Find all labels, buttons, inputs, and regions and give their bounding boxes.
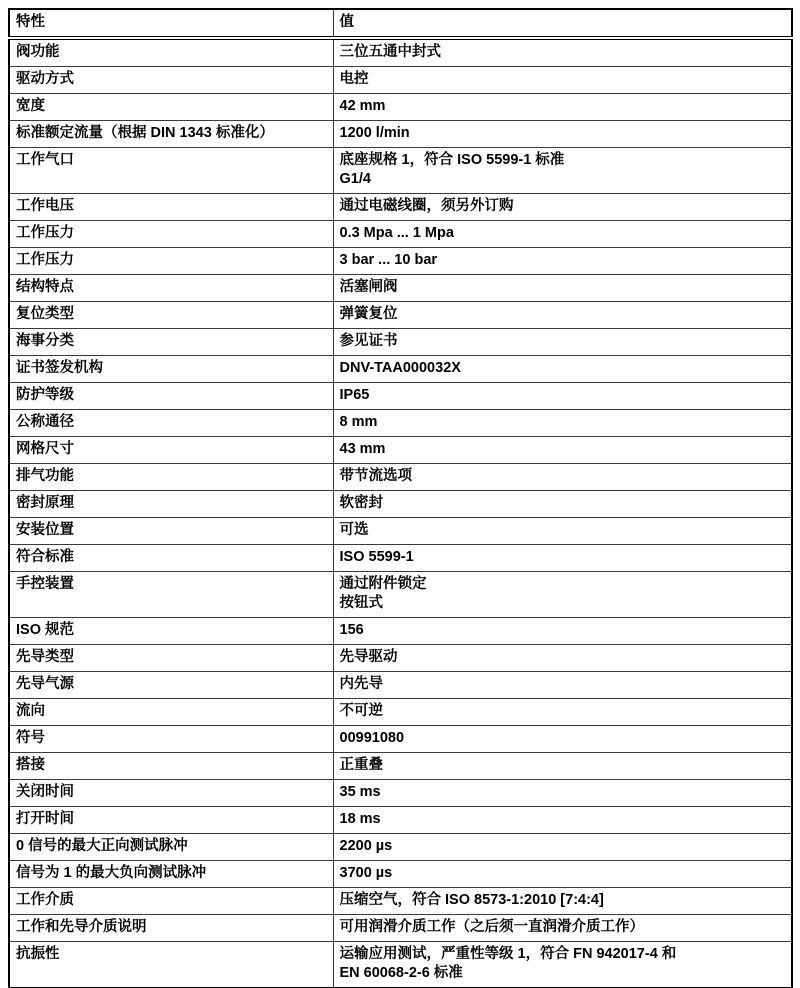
property-cell: 符号 xyxy=(9,726,333,753)
value-line: 先导驱动 xyxy=(339,649,398,665)
table-row xyxy=(9,545,792,572)
value-cell xyxy=(333,383,792,410)
value-cell xyxy=(333,518,792,545)
value-line: 3 bar ... 10 bar xyxy=(339,252,438,268)
value-cell xyxy=(333,94,792,121)
value-line: 带节流选项 xyxy=(339,468,412,484)
property-cell: 安装位置 xyxy=(9,518,333,545)
table-row xyxy=(9,437,792,464)
value-cell xyxy=(333,699,792,726)
table-row xyxy=(9,248,792,275)
property-cell: 关闭时间 xyxy=(9,780,333,807)
property-cell: 打开时间 xyxy=(9,807,333,834)
table-row xyxy=(9,464,792,491)
value-cell xyxy=(333,248,792,275)
table-row xyxy=(9,780,792,807)
property-cell: 工作压力 xyxy=(9,248,333,275)
value-line: 156 xyxy=(339,622,364,638)
property-cell: 排气功能 xyxy=(9,464,333,491)
property-cell: 工作压力 xyxy=(9,221,333,248)
table-row xyxy=(9,645,792,672)
value-cell xyxy=(333,121,792,148)
table-row xyxy=(9,221,792,248)
table-row xyxy=(9,38,792,67)
property-cell: 0 信号的最大正向测试脉冲 xyxy=(9,834,333,861)
value-line: 35 ms xyxy=(339,784,381,800)
table-row xyxy=(9,302,792,329)
value-cell xyxy=(333,861,792,888)
value-line: 18 ms xyxy=(339,811,381,827)
property-cell: 宽度 xyxy=(9,94,333,121)
value-line: 43 mm xyxy=(339,441,386,457)
property-cell: 工作和先导介质说明 xyxy=(9,915,333,942)
table-row xyxy=(9,618,792,645)
value-line: 正重叠 xyxy=(339,757,383,773)
value-line: 1200 l/min xyxy=(339,125,410,141)
value-cell xyxy=(333,194,792,221)
table-row xyxy=(9,572,792,618)
property-cell: 复位类型 xyxy=(9,302,333,329)
table-row xyxy=(9,942,792,988)
value-line: 2200 µs xyxy=(339,838,393,854)
value-cell xyxy=(333,753,792,780)
table-row xyxy=(9,148,792,194)
value-cell xyxy=(333,888,792,915)
table-row xyxy=(9,329,792,356)
table-row xyxy=(9,194,792,221)
value-line: 可用润滑介质工作（之后须一直润滑介质工作） xyxy=(339,919,644,935)
table-row xyxy=(9,67,792,94)
table-row xyxy=(9,726,792,753)
table-row xyxy=(9,275,792,302)
value-cell xyxy=(333,618,792,645)
property-cell: 工作气口 xyxy=(9,148,333,194)
property-cell: ISO 规范 xyxy=(9,618,333,645)
property-cell: 先导类型 xyxy=(9,645,333,672)
value-cell xyxy=(333,302,792,329)
property-cell: 工作介质 xyxy=(9,888,333,915)
value-line: 三位五通中封式 xyxy=(339,44,441,60)
value-line: G1/4 xyxy=(339,171,371,187)
value-cell xyxy=(333,275,792,302)
property-cell: 搭接 xyxy=(9,753,333,780)
property-cell: 信号为 1 的最大负向测试脉冲 xyxy=(9,861,333,888)
value-line: 通过电磁线圈，须另外订购 xyxy=(339,198,514,214)
value-cell xyxy=(333,410,792,437)
table-row xyxy=(9,94,792,121)
value-line: 内先导 xyxy=(339,676,383,692)
value-line: 不可逆 xyxy=(339,703,383,719)
value-cell xyxy=(333,780,792,807)
table-header xyxy=(9,9,792,38)
value-cell xyxy=(333,356,792,383)
value-cell xyxy=(333,491,792,518)
table-row xyxy=(9,807,792,834)
table-row xyxy=(9,888,792,915)
table-row xyxy=(9,915,792,942)
table-row xyxy=(9,356,792,383)
table-row xyxy=(9,834,792,861)
value-cell xyxy=(333,807,792,834)
table-row xyxy=(9,410,792,437)
table-row xyxy=(9,383,792,410)
value-line: IP65 xyxy=(339,387,370,403)
value-line: 8 mm xyxy=(339,414,378,430)
value-line: 按钮式 xyxy=(339,595,383,611)
property-cell: 符合标准 xyxy=(9,545,333,572)
header-row xyxy=(9,9,792,38)
property-cell: 结构特点 xyxy=(9,275,333,302)
property-cell: 手控装置 xyxy=(9,572,333,618)
property-cell: 驱动方式 xyxy=(9,67,333,94)
value-line: 底座规格 1，符合 ISO 5599-1 标准 xyxy=(339,152,565,168)
value-line: 通过附件锁定 xyxy=(339,576,427,592)
spec-table xyxy=(8,8,793,988)
value-cell xyxy=(333,464,792,491)
value-cell xyxy=(333,915,792,942)
property-cell: 证书签发机构 xyxy=(9,356,333,383)
value-line: 运输应用测试，严重性等级 1，符合 FN 942017-4 和 xyxy=(339,946,677,962)
table-body xyxy=(9,38,792,988)
value-line: 软密封 xyxy=(339,495,383,511)
property-cell: 公称通径 xyxy=(9,410,333,437)
header-property-cell: 特性 xyxy=(9,9,333,38)
header-value-cell: 值 xyxy=(333,9,792,38)
value-cell xyxy=(333,942,792,988)
value-line: 可选 xyxy=(339,522,369,538)
value-cell xyxy=(333,834,792,861)
property-cell: 海事分类 xyxy=(9,329,333,356)
property-cell: 抗振性 xyxy=(9,942,333,988)
property-cell: 网格尺寸 xyxy=(9,437,333,464)
table-row xyxy=(9,861,792,888)
value-line: 弹簧复位 xyxy=(339,306,398,322)
property-cell: 密封原理 xyxy=(9,491,333,518)
value-cell xyxy=(333,672,792,699)
value-line: 压缩空气，符合 ISO 8573-1:2010 [7:4:4] xyxy=(339,892,604,908)
value-line: DNV-TAA000032X xyxy=(339,360,461,376)
value-line: 电控 xyxy=(339,71,369,87)
table-row xyxy=(9,121,792,148)
value-cell xyxy=(333,148,792,194)
value-line: 参见证书 xyxy=(339,333,398,349)
value-line: 00991080 xyxy=(339,730,405,746)
table-row xyxy=(9,491,792,518)
property-cell: 防护等级 xyxy=(9,383,333,410)
value-line: ISO 5599-1 xyxy=(339,549,414,565)
value-cell xyxy=(333,545,792,572)
value-cell xyxy=(333,38,792,67)
table-row xyxy=(9,518,792,545)
property-cell: 阀功能 xyxy=(9,38,333,67)
value-line: 42 mm xyxy=(339,98,386,114)
value-cell xyxy=(333,726,792,753)
property-cell: 先导气源 xyxy=(9,672,333,699)
value-line: 活塞闸阀 xyxy=(339,279,398,295)
property-cell: 流向 xyxy=(9,699,333,726)
value-cell xyxy=(333,437,792,464)
value-cell xyxy=(333,329,792,356)
value-cell xyxy=(333,645,792,672)
value-line: 3700 µs xyxy=(339,865,393,881)
table-row xyxy=(9,699,792,726)
value-cell xyxy=(333,572,792,618)
value-line: EN 60068-2-6 标准 xyxy=(339,965,463,981)
property-cell: 工作电压 xyxy=(9,194,333,221)
table-row xyxy=(9,753,792,780)
value-cell xyxy=(333,67,792,94)
property-cell: 标准额定流量（根据 DIN 1343 标准化） xyxy=(9,121,333,148)
value-line: 0.3 Mpa ... 1 Mpa xyxy=(339,225,454,241)
value-cell xyxy=(333,221,792,248)
table-row xyxy=(9,672,792,699)
